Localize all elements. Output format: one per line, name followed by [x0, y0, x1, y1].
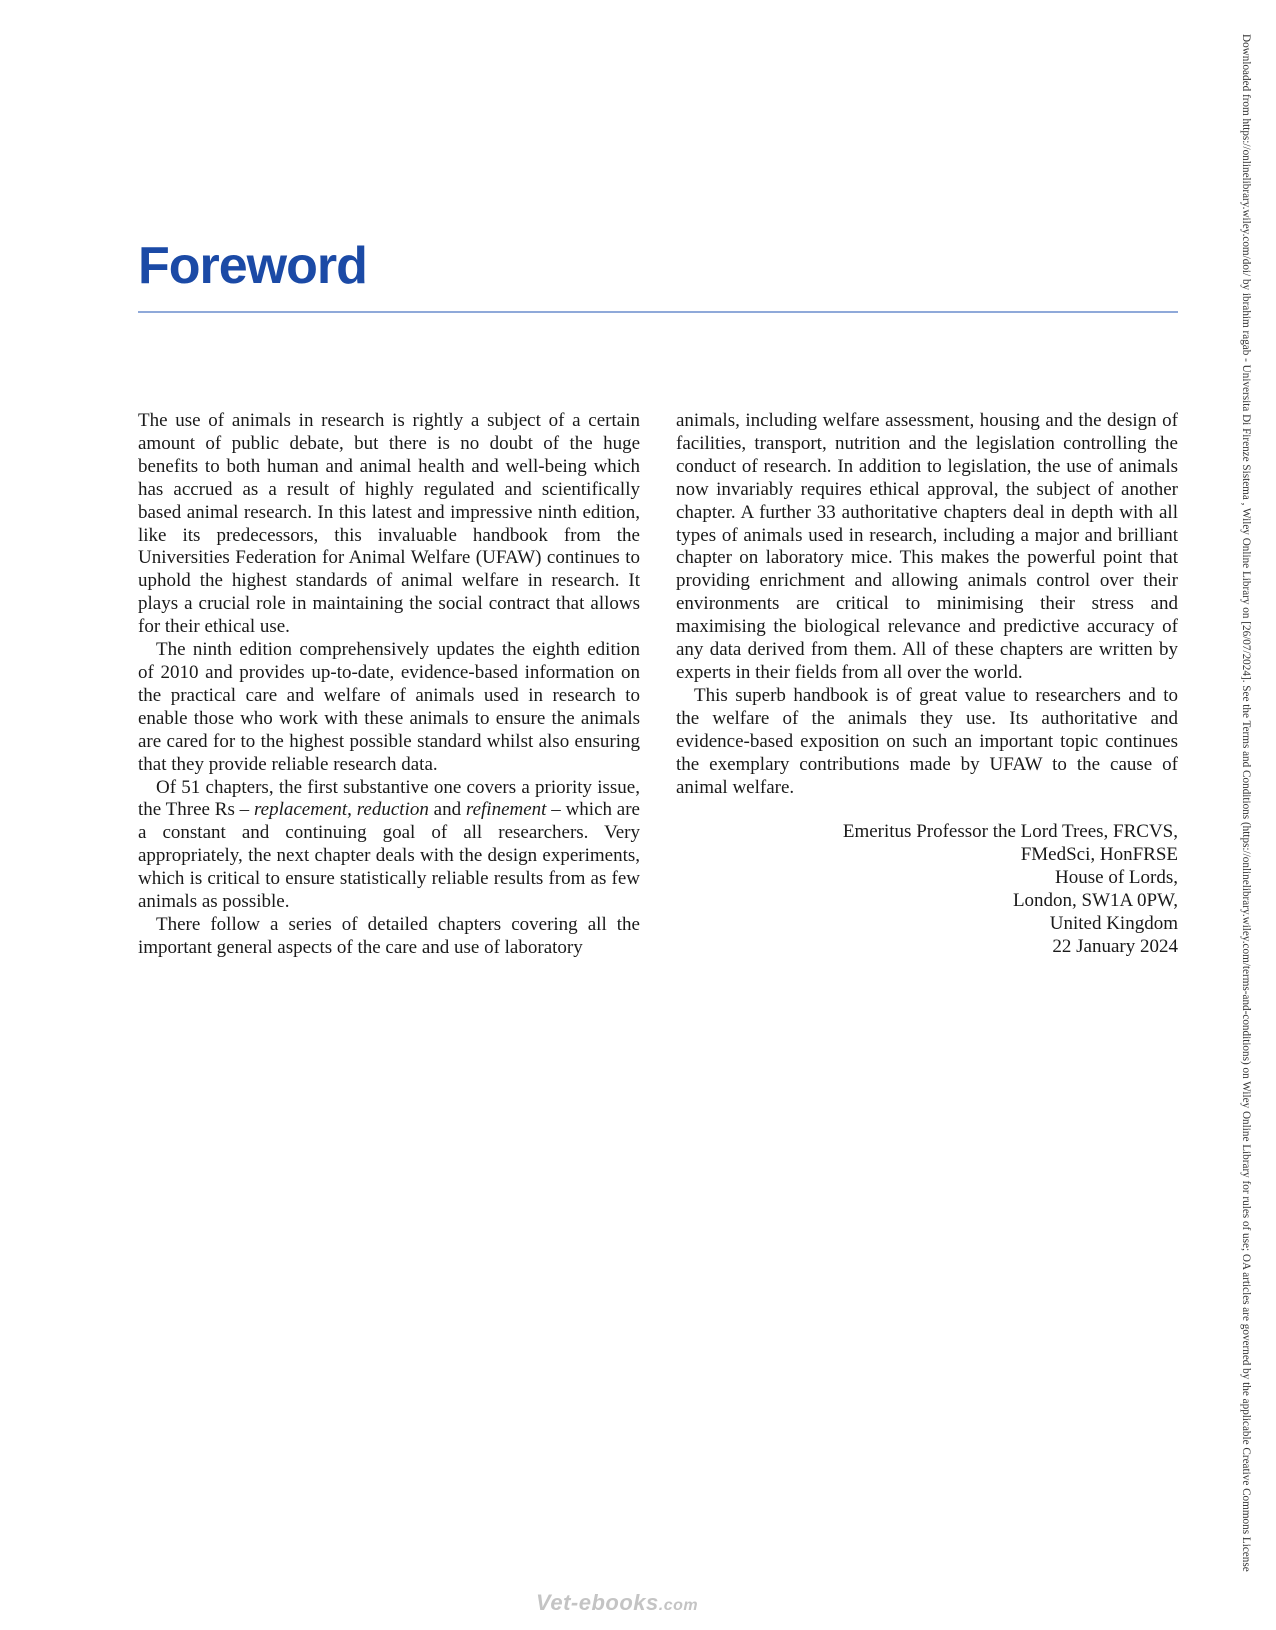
- signature-block: [676, 821, 1178, 958]
- right-column: [676, 410, 1178, 959]
- paragraph: The use of animals in research is rightly a subject of a certain amount of public debate, but there is no doubt of the huge benefits to both human and animal health and well-being which has accrued as a result of highly regulated and scientifically based animal research. In this latest and impressive ninth edition, like its predecessors, this invaluable handbook from the Universities Federation for Animal Welfare (UFAW) continues to uphold the highest standards of animal welfare in research. It plays a crucial role in maintaining the social contract that allows for their ethical use.: [138, 410, 640, 638]
- watermark-main: Vet-ebooks: [536, 1590, 659, 1615]
- watermark-logo: [536, 1590, 698, 1616]
- emphasis-replacement: replacement: [253, 799, 348, 821]
- signature-line: Emeritus Professor the Lord Trees, FRCVS,: [842, 821, 1178, 843]
- emphasis-reduction: reduction: [356, 799, 429, 821]
- signature-line: London, SW1A 0PW,: [1012, 890, 1178, 912]
- signature-line: FMedSci, HonFRSE: [1020, 844, 1178, 866]
- title-divider: [138, 311, 1178, 313]
- paragraph-text: and: [428, 799, 466, 821]
- signature-line: House of Lords,: [1055, 867, 1178, 889]
- paragraph: The ninth edition comprehensively updates the eighth edition of 2010 and provides up-to-date, evidence-based information on the practical care and welfare of animals used in research to enable those who work with these animals to ensure the animals are cared for to the highest possible standard whilst also ensuring that they provide reliable research data.: [138, 639, 640, 775]
- paragraph: This superb handbook is of great value to researchers and to the welfare of the animals they use. Its authoritative and evidence-based exposition on such an important topic continues the exemplary contributions made by UFAW to the cause of animal welfare.: [676, 684, 1178, 798]
- signature-line: United Kingdom: [1049, 913, 1178, 935]
- emphasis-refinement: refinement: [465, 799, 547, 821]
- page-title: Foreword: [138, 237, 367, 295]
- signature-date: 22 January 2024: [1052, 935, 1178, 957]
- paragraph: There follow a series of detailed chapters covering all the important general aspects of the care and use of laboratory: [138, 913, 640, 958]
- paragraph-text: – which are a constant and continuing goal of all researchers. Very appropriately, the next chapter deals with the design experiments, which is critical to ensure statistically reliable results from as few animals as possible.: [138, 799, 640, 913]
- paragraph-text: ,: [347, 799, 357, 821]
- paragraph-text: Of 51 chapters, the first substantive one covers a priority issue, the Three Rs –: [138, 776, 640, 821]
- paragraph: animals, including welfare assessment, housing and the design of facilities, transport, nutrition and the legislation controlling the conduct of research. In addition to legislation, the use of animals now invariably requires ethical approval, the subject of another chapter. A further 33 authoritative chapters deal in depth with all types of animals used in research, including a major and brilliant chapter on laboratory mice. This makes the powerful point that providing enrichment and allowing animals control over their environments are critical to minimising their stress and maximising the biological relevance and predictive accuracy of any data derived from them. All of these chapters are written by experts in their fields from all over the world.: [676, 410, 1178, 683]
- watermark-suffix: .com: [658, 1597, 699, 1614]
- left-column: [138, 410, 640, 960]
- download-notice: Downloaded from https://onlinelibrary.wiley.com/doi/ by ibrahim ragab - Universita Di Firenze Sistema , Wiley Online Library on [26/07/2024]. See the Terms and Conditions (https://onlinelibrary.wiley.com/terms-and-conditions) on Wiley Online Library for rules of use; OA articles are governed by the applicable Creative Commons License: [1240, 34, 1252, 1572]
- paragraph: [138, 777, 640, 914]
